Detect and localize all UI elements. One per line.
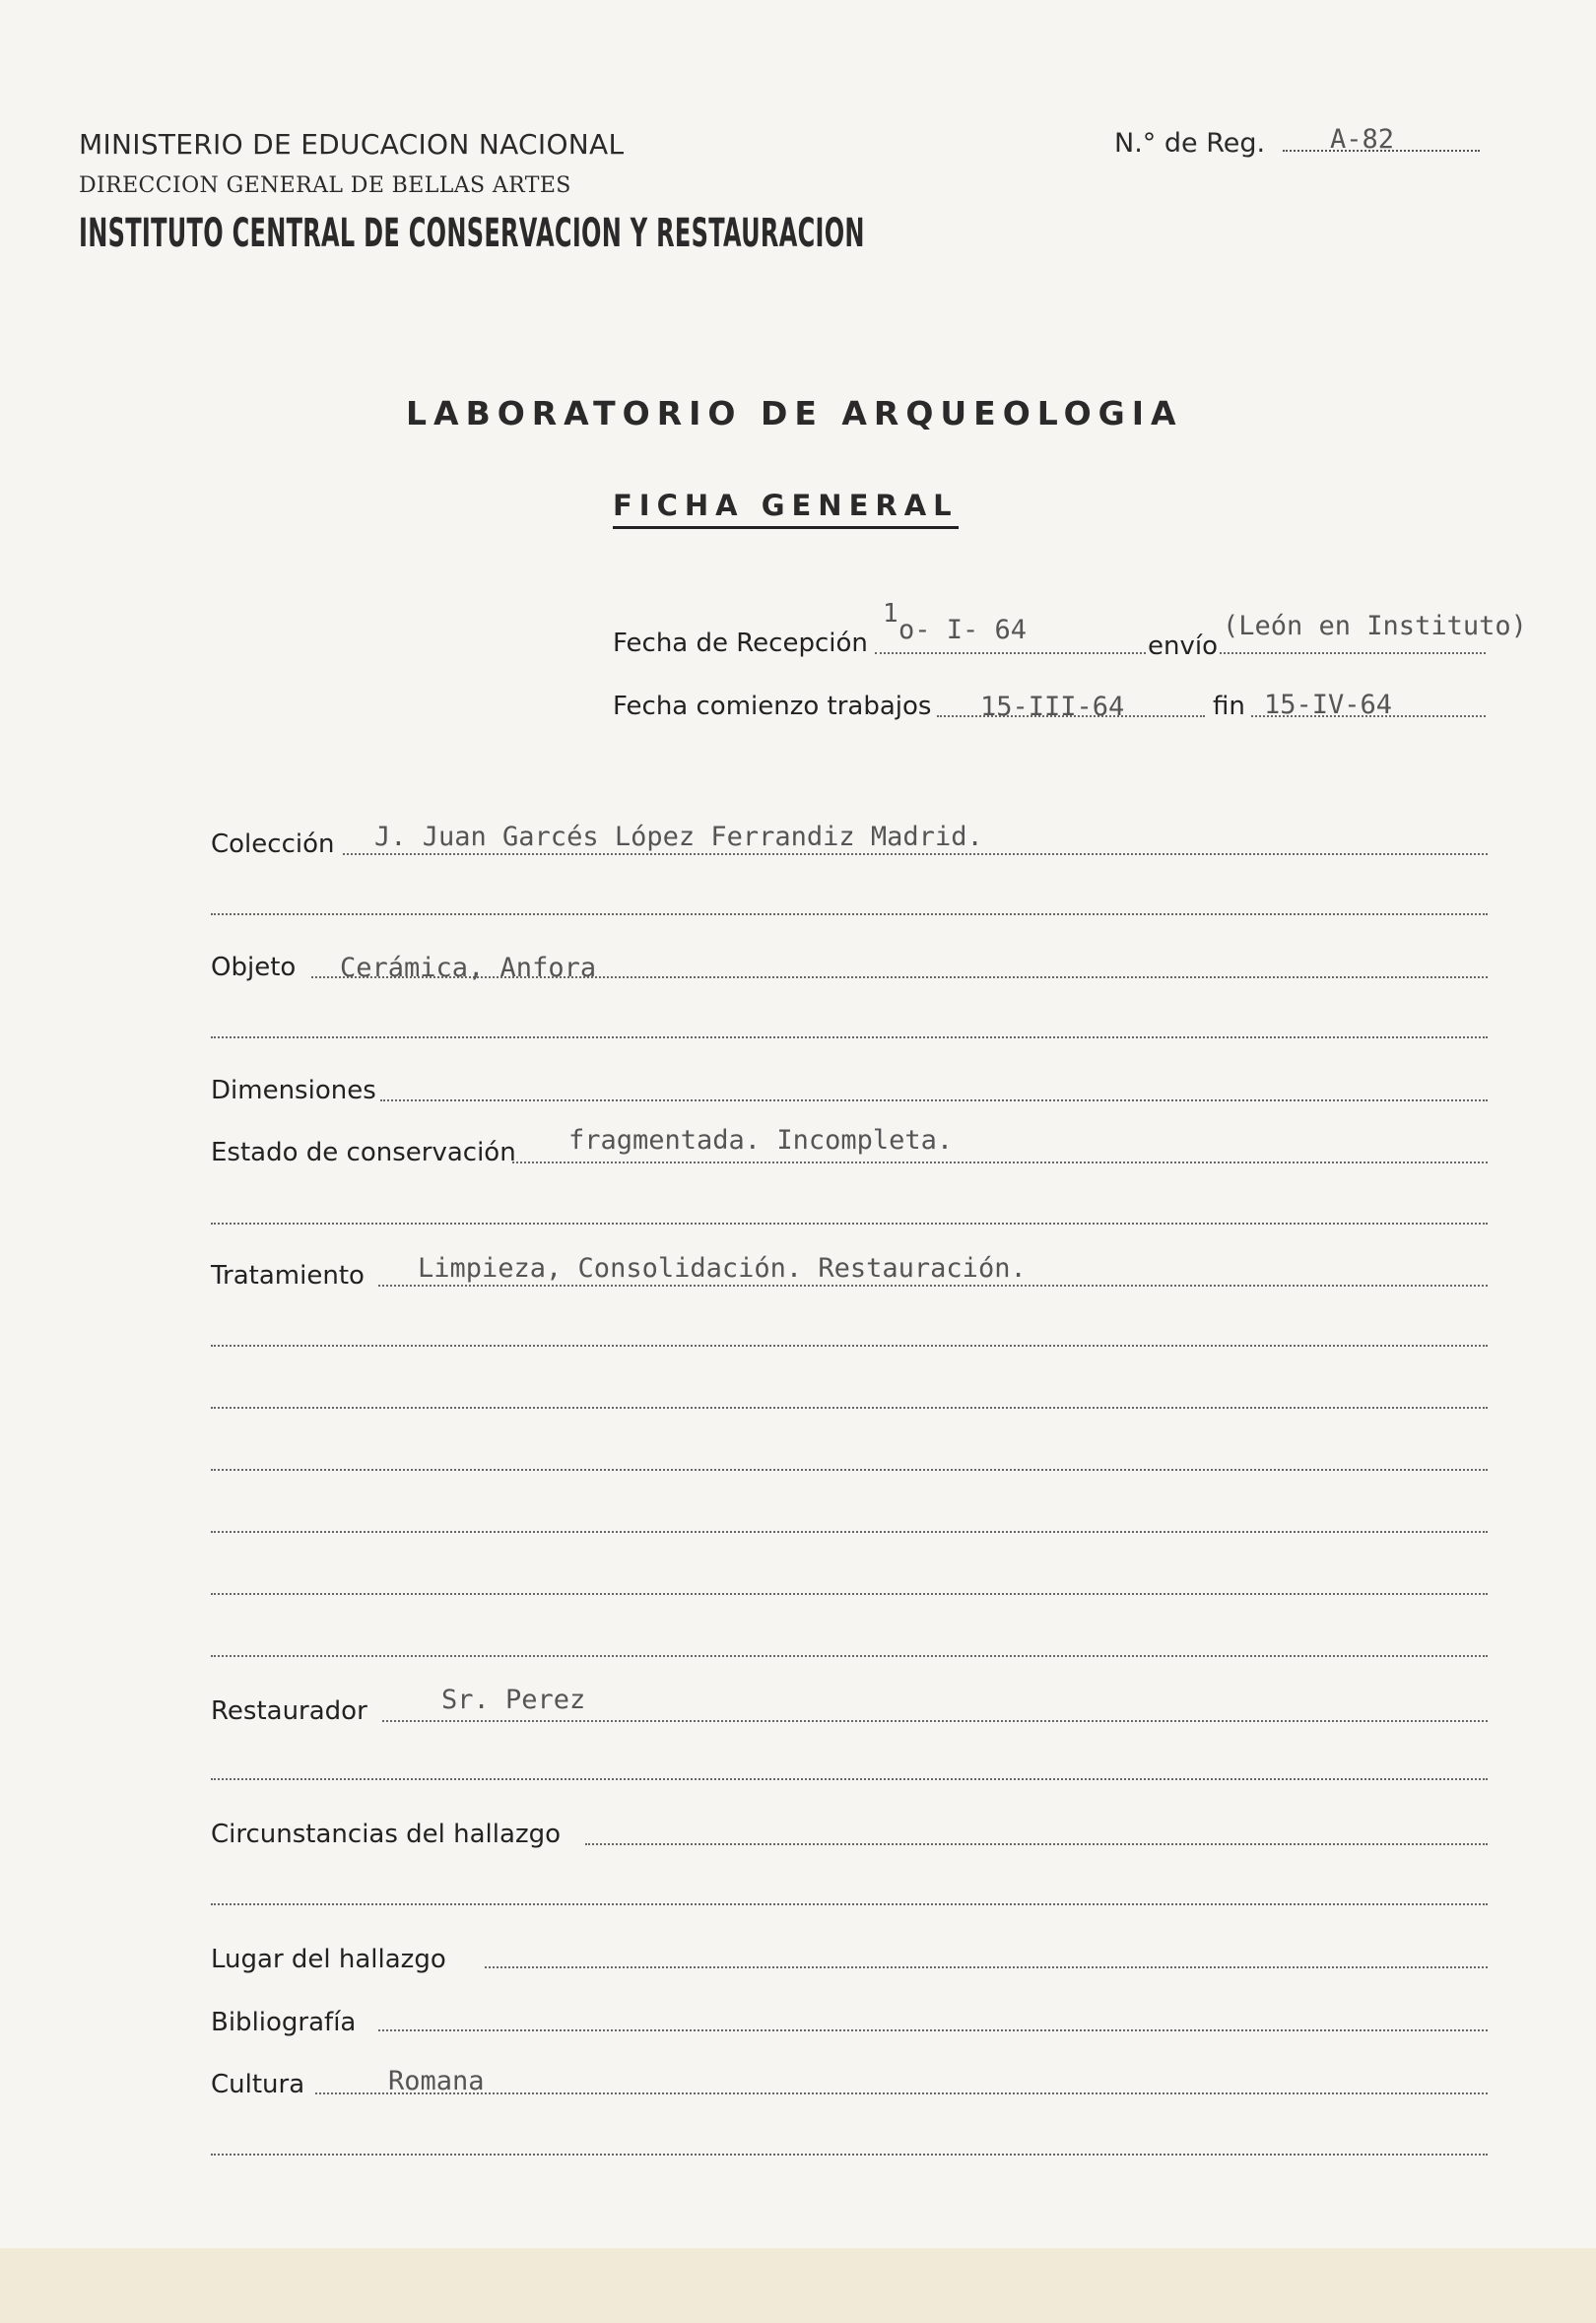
work-start-value: 15-III-64 [980,692,1125,722]
condition-label: Estado de conservación [211,1138,516,1167]
find-circumstances-label: Circunstancias del hallazgo [211,1820,561,1849]
direction-heading: DIRECCION GENERAL DE BELLAS ARTES [79,173,571,198]
restorer-value: Sr. Perez [441,1685,586,1715]
bibliography-dotted-line [378,2029,1488,2031]
laboratory-title: LABORATORIO DE ARQUEOLOGIA [406,394,1183,432]
condition-dotted-line [512,1162,1488,1163]
reception-dotted-line [875,652,1146,654]
bibliography-label: Bibliografía [211,2008,357,2037]
find-circumstances-dotted-line [585,1843,1488,1845]
collection-label: Colección [211,830,335,859]
culture-extra-line [211,2154,1488,2156]
shipment-dotted-line [1220,652,1486,654]
treatment-extra-line-1 [211,1345,1488,1347]
object-extra-line [211,1036,1488,1038]
work-start-label: Fecha comienzo trabajos [613,692,932,721]
treatment-value: Limpieza, Consolidación. Restauración. [418,1253,1027,1284]
collection-dotted-line [343,853,1488,855]
shipment-label: envío [1148,631,1218,661]
registry-value: A-82 [1330,124,1395,155]
form-title: FICHA GENERAL [613,489,959,529]
work-end-label: fin [1213,692,1245,721]
restorer-label: Restaurador [211,1696,367,1726]
treatment-extra-line-3 [211,1469,1488,1471]
work-end-value: 15-IV-64 [1264,690,1393,720]
treatment-extra-line-6 [211,1655,1488,1657]
dimensions-label: Dimensiones [211,1076,376,1105]
culture-dotted-line [315,2092,1488,2094]
shipment-value: (León en Instituto) [1223,611,1527,641]
culture-label: Cultura [211,2070,305,2099]
dimensions-dotted-line [380,1099,1488,1101]
find-place-label: Lugar del hallazgo [211,1945,446,1974]
ministry-heading: MINISTERIO DE EDUCACION NACIONAL [79,128,625,161]
restorer-extra-line [211,1778,1488,1780]
paper-edge [0,2248,1596,2323]
collection-value: J. Juan Garcés López Ferrandiz Madrid. [374,822,983,852]
institute-heading: INSTITUTO CENTRAL DE CONSERVACION Y RESTAURACION [79,211,865,256]
collection-extra-line [211,913,1488,915]
object-label: Objeto [211,953,297,982]
reception-date-value: o- I- 64 [898,615,1028,645]
restorer-dotted-line [382,1720,1488,1722]
culture-value: Romana [388,2066,485,2096]
treatment-label: Tratamiento [211,1261,365,1291]
reception-date-mark: 1 [883,599,898,629]
treatment-extra-line-5 [211,1593,1488,1595]
object-value: Cerámica, Anfora [340,953,597,983]
registry-label: N.° de Reg. [1114,128,1266,159]
treatment-extra-line-2 [211,1407,1488,1409]
condition-value: fragmentada. Incompleta. [568,1125,954,1156]
find-circumstances-extra-line [211,1903,1488,1905]
treatment-dotted-line [378,1285,1488,1287]
treatment-extra-line-4 [211,1531,1488,1533]
condition-extra-line [211,1223,1488,1225]
reception-date-label: Fecha de Recepción [613,629,868,658]
find-place-dotted-line [485,1966,1488,1968]
